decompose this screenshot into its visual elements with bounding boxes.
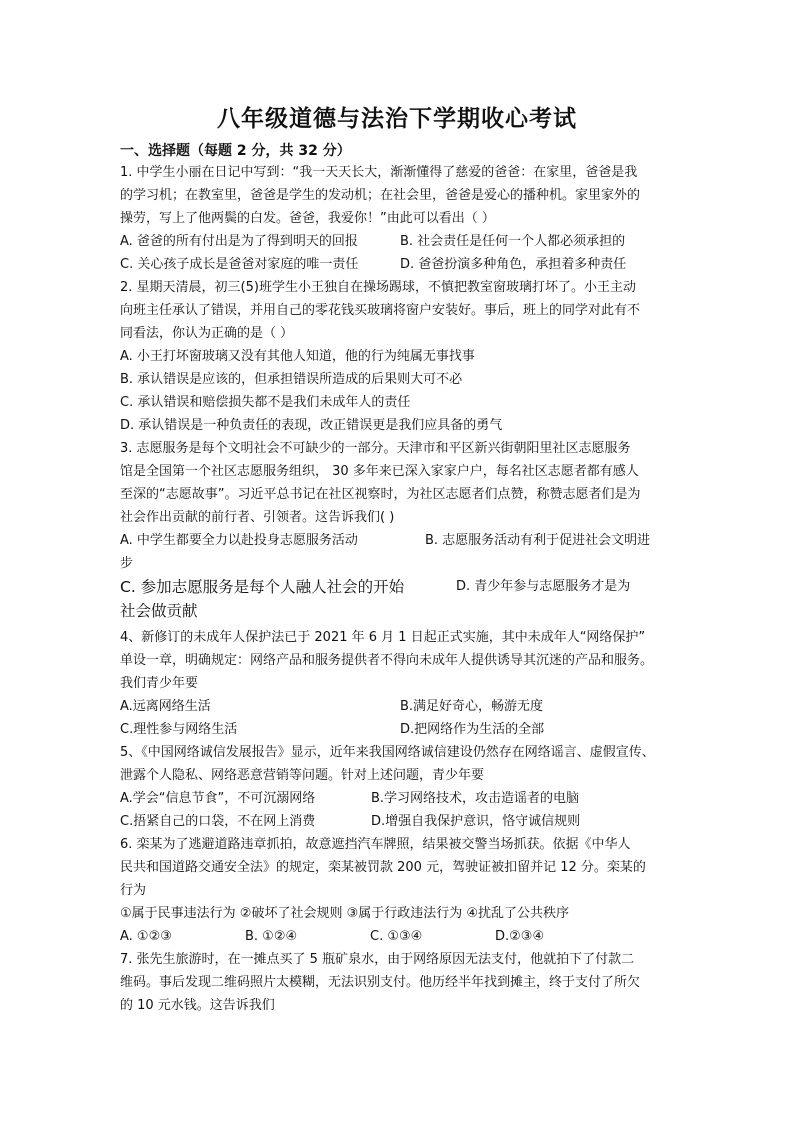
q1-option-c: C. 关心孩子成长是爸爸对家庭的唯一责任 (120, 257, 359, 272)
q3-option-d-cont: 社会做贡献 (120, 602, 198, 620)
q4-line-3: 我们青少年要 (120, 676, 199, 691)
q3-option-d: D. 青少年参与志愿服务才是为 (456, 579, 631, 594)
q1-option-b: B. 社会责任是任何一个人都必须承担的 (400, 234, 626, 249)
q2-option-a: A. 小王打坏窗玻璃又没有其他人知道，他的行为纯属无事找事 (120, 349, 475, 364)
q1-option-d: D. 爸爸扮演多种角色，承担着多种责任 (400, 257, 627, 272)
q3-line-1: 3. 志愿服务是每个文明社会不可缺少的一部分。天津市和平区新兴街朝阳里社区志愿服务 (120, 441, 631, 456)
q4-option-c: C.理性参与网络生活 (120, 722, 238, 737)
q2-option-d: D. 承认错误是一种负责任的表现，改正错误更是我们应具备的勇气 (120, 418, 503, 433)
q3-line-2: 馆是全国第一个社区志愿服务组织， 30 多年来已深入家家户户，每名社区志愿者都有感人 (120, 464, 639, 479)
q7-line-1: 7. 张先生旅游时，在一摊点买了 5 瓶矿泉水，由于网络原因无法支付，他就拍下了付款二 (120, 952, 635, 967)
q5-option-d: D.增强自我保护意识，恪守诚信规则 (371, 814, 581, 829)
q3-line-4: 社会作出贡献的前行者、引领者。这告诉我们( ) (120, 510, 395, 525)
q2-option-b: B. 承认错误是应该的，但承担错误所造成的后果则大可不必 (120, 372, 463, 387)
q4-line-1: 4、新修订的未成年人保护法已于 2021 年 6 月 1 日起正式实施，其中未成年人“网络保护” (120, 630, 646, 645)
q6-option-c: C. ①③④ (370, 929, 423, 944)
q7-line-2: 维码。事后发现二维码照片太模糊，无法识别支付。他历经半年找到摊主，终于支付了所欠 (120, 975, 641, 990)
q1-option-a: A. 爸爸的所有付出是为了得到明天的回报 (120, 234, 358, 249)
q6-line-1: 6. 栾某为了逃避道路违章抓拍，故意遮挡汽车牌照，结果被交警当场抓获。依据《中华人 (120, 837, 631, 852)
q4-option-d: D.把网络作为生活的全部 (400, 722, 545, 737)
q3-line-3: 至深的“志愿故事”。习近平总书记在社区视察时，为社区志愿者们点赞，称赞志愿者们是为 (120, 487, 641, 502)
q7-line-3: 的 10 元水钱。这告诉我们 (120, 998, 275, 1013)
q4-option-b: B.满足好奇心，畅游无度 (400, 699, 544, 714)
q3-option-b: B. 志愿服务活动有利于促进社会文明进 (425, 533, 651, 548)
q4-option-a: A.远离网络生活 (120, 699, 211, 714)
exam-title: 八年级道德与法治下学期收心考试 (217, 106, 577, 132)
q2-line-2: 向班主任承认了错误，并用自己的零花钱买玻璃将窗户安装好。事后，班上的同学对此有不 (120, 303, 641, 318)
q2-option-c: C. 承认错误和赔偿损失都不是我们未成年人的责任 (120, 395, 411, 410)
q6-line-2: 民共和国道路交通安全法》的规定，栾某被罚款 200 元，驾驶证被扣留并记 12 分。栾某的 (120, 860, 646, 875)
q1-line-1: 1. 中学生小丽在日记中写到：“我一天天长大，渐渐懂得了慈爱的爸爸：在家里，爸爸是我 (120, 165, 638, 180)
section-heading: 一、选择题（每题 2 分，共 32 分） (120, 143, 351, 159)
q2-line-3: 同看法，你认为正确的是（ ） (120, 326, 294, 341)
q6-option-b: B. ①②④ (245, 929, 298, 944)
q1-line-2: 的学习机；在教室里，爸爸是学生的发动机；在社会里，爸爸是爱心的播种机。家里家外的 (120, 188, 641, 203)
q5-option-a: A.学会“信息节食”，不可沉溺网络 (120, 791, 316, 806)
q5-line-1: 5、《中国网络诚信发展报告》显示，近年来我国网络诚信建设仍然存在网络谣言、虚假宣传、 (120, 745, 655, 760)
q3-option-a: A. 中学生都要全力以赴投身志愿服务活动 (120, 533, 358, 548)
q3-option-b-cont: 步 (120, 556, 134, 571)
q3-option-c: C. 参加志愿服务是每个人融人社会的开始 (120, 578, 405, 596)
q5-line-2: 泄露个人隐私、网络恶意营销等问题。针对上述问题，青少年要 (120, 768, 485, 783)
q6-option-a: A. ①②③ (120, 929, 172, 944)
q1-line-3: 操劳，写上了他两鬓的白发。爸爸，我爱你！”由此可以看出（ ） (120, 211, 495, 226)
q6-option-d: D.②③④ (495, 929, 545, 944)
q2-line-1: 2. 星期天清晨，初三(5)班学生小王独自在操场踢球，不慎把教室窗玻璃打坏了。小王主动 (120, 280, 636, 295)
q6-line-3: 行为 (120, 883, 147, 898)
q5-option-c: C.捂紧自己的口袋，不在网上消费 (120, 814, 316, 829)
q4-line-2: 单设一章，明确规定：网络产品和服务提供者不得向未成年人提供诱导其沉迷的产品和服务。 (120, 653, 654, 668)
q5-option-b: B.学习网络技术，攻击造谣者的电脑 (371, 791, 580, 806)
q6-statements: ①属于民事违法行为 ②破坏了社会规则 ③属于行政违法行为 ④扰乱了公共秩序 (120, 906, 570, 921)
